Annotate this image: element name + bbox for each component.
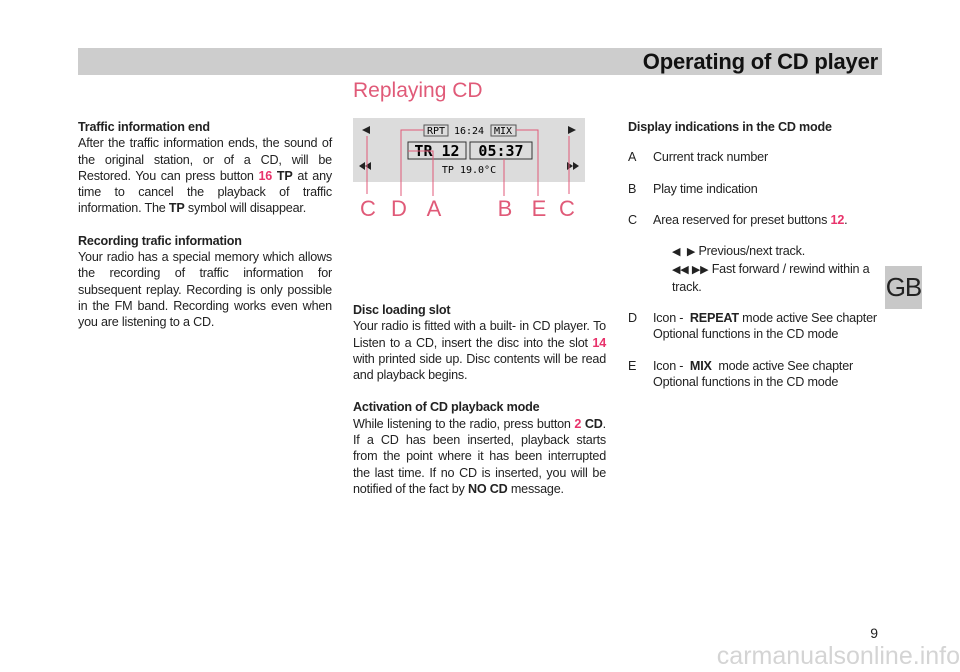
tp-label: TP <box>168 201 185 216</box>
sub-item-prev-next: ◀ ▶ Previous/next track. <box>672 244 806 259</box>
playtime-text: 05:37 <box>478 142 524 160</box>
label-b: B <box>497 196 513 221</box>
list-item: A Current track number <box>628 150 768 165</box>
cd-display-illustration <box>353 118 593 223</box>
activation-paragraph: While listening to the radio, press button 2 CD. If a CD has been inserted, playback starts from the point where it has been interrupted the last time. If no CD is inserted, you will be notified of the fact by NO CD message. <box>353 416 606 496</box>
list-item: D Icon - REPEAT mode active See chapter Optional functions in the CD mode <box>628 311 877 342</box>
sub-item-ff-rew: ◀◀ ▶▶ Fast forward / rewind within a track. <box>672 262 870 294</box>
label-e: E <box>531 196 547 221</box>
nocd-label: NO CD <box>467 481 508 496</box>
column-left <box>78 119 332 331</box>
page-title: Operating of CD player <box>642 49 878 74</box>
display-heading: Display indications in the CD mode <box>628 120 832 134</box>
slot-number: 14 <box>592 335 606 350</box>
watermark: carmanualsonline.info <box>716 642 960 670</box>
label-d: D <box>391 196 407 221</box>
column-right <box>628 119 884 390</box>
traffic-text-1: After the traffic information ends, the sound of the original station, or of a CD, will be Restored. You can press button <box>78 136 332 183</box>
label-c-left: C <box>360 196 376 221</box>
rewind-icon: ◀◀ <box>672 264 689 277</box>
disc-paragraph: Your radio is fitted with a built- in CD player. To Listen to a CD, insert the disc into the slot 14 with printed side up. Disc contents will be read and playback begins. <box>353 319 606 383</box>
traffic-text-3: symbol will disappear. <box>187 201 306 216</box>
list-item: B Play time indication <box>628 181 758 196</box>
traffic-text-2: at any time to cancel the playback of traffic information. The <box>78 168 332 216</box>
list-item: C Area reserved for preset buttons 12. <box>628 212 848 227</box>
rpt-text: RPT <box>426 126 446 137</box>
disc-heading: Disc loading slot <box>353 303 451 317</box>
label-c-right: C <box>559 196 575 221</box>
prev-arrow-icon: ◀ <box>672 246 681 259</box>
fast-forward-icon: ▶▶ <box>691 264 709 277</box>
list-item: E Icon - MIX mode active See chapter Optional functions in the CD mode <box>628 358 854 389</box>
label-a: A <box>426 196 442 221</box>
activation-heading: Activation of CD playback mode <box>353 400 540 415</box>
preset-number: 12 <box>830 212 845 227</box>
recording-paragraph: Your radio has a special memory which allows the recording of traffic information for subsequent replay. Recording is only possible in the FM band. Recording works even when you are listening to a CD. <box>78 250 332 330</box>
column-middle <box>353 302 606 497</box>
mix-text: MIX <box>493 126 513 137</box>
button-label: CD <box>584 416 603 431</box>
page-number: 9 <box>870 625 878 641</box>
track-text: TR 12 <box>414 142 460 160</box>
language-tab: GB <box>885 266 922 309</box>
traffic-heading: Traffic information end <box>78 120 210 134</box>
clock-text: 16:24 <box>453 126 485 137</box>
next-arrow-icon: ▶ <box>686 246 696 259</box>
temperature-text: TP 19.0°C <box>441 165 497 176</box>
traffic-paragraph <box>78 135 332 216</box>
recording-heading: Recording trafic information <box>78 233 242 248</box>
button-number: 16 <box>258 168 273 183</box>
section-title: Replaying CD <box>353 79 483 102</box>
button-label: TP <box>276 168 293 183</box>
button-number: 2 <box>574 416 582 431</box>
